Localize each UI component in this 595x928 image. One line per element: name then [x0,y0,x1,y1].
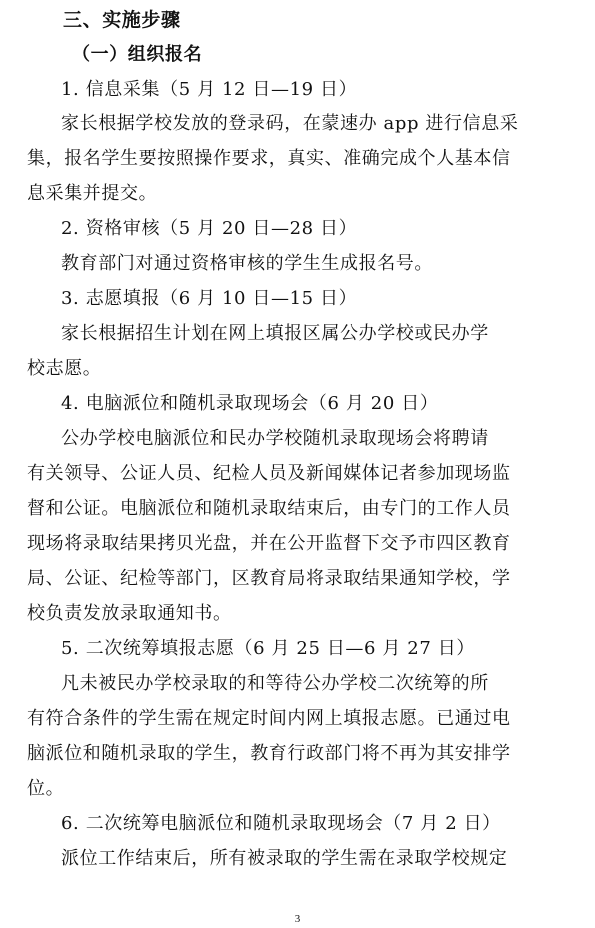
paragraph-line: 脑派位和随机录取的学生，教育行政部门将不再为其安排学 [27,743,511,764]
paragraph-line: 凡未被民办学校录取的和等待公办学校二次统筹的所 [61,673,489,694]
paragraph-line: 校志愿。 [27,358,102,379]
item-title: 2. 资格审核（5 月 20 日—28 日） [61,218,358,239]
paragraph-line: 校负责发放录取通知书。 [27,603,232,624]
paragraph-line: 现场将录取结果拷贝光盘，并在公开监督下交予市四区教育 [27,533,511,554]
item-title: 4. 电脑派位和随机录取现场会（6 月 20 日） [61,393,439,414]
paragraph-line: 息采集并提交。 [27,183,158,204]
paragraph-line: 有关领导、公证人员、纪检人员及新闻媒体记者参加现场监 [27,463,511,484]
item-title: 5. 二次统筹填报志愿（6 月 25 日—6 月 27 日） [61,638,475,659]
paragraph-line: 集，报名学生要按照操作要求，真实、准确完成个人基本信 [27,148,511,169]
item-title: 6. 二次统筹电脑派位和随机录取现场会（7 月 2 日） [61,813,501,834]
paragraph-line: 位。 [27,778,65,799]
subsection-heading: （一）组织报名 [72,44,203,65]
paragraph-line: 有符合条件的学生需在规定时间内网上填报志愿。已通过电 [27,708,511,729]
item-title: 3. 志愿填报（6 月 10 日—15 日） [61,288,358,309]
page-number: 3 [294,913,301,925]
paragraph-line: 教育部门对通过资格审核的学生生成报名号。 [61,253,433,274]
section-heading: 三、实施步骤 [63,9,181,31]
paragraph-line: 督和公证。电脑派位和随机录取结束后，由专门的工作人员 [27,498,511,519]
paragraph-line: 家长根据招生计划在网上填报区属公办学校或民办学 [61,323,489,344]
paragraph-line: 公办学校电脑派位和民办学校随机录取现场会将聘请 [61,428,489,449]
paragraph-line: 局、公证、纪检等部门，区教育局将录取结果通知学校，学 [27,568,511,589]
item-title: 1. 信息采集（5 月 12 日—19 日） [61,79,358,100]
paragraph-line: 家长根据学校发放的登录码，在蒙速办 app 进行信息采 [61,113,519,134]
paragraph-line: 派位工作结束后，所有被录取的学生需在录取学校规定 [61,848,508,869]
